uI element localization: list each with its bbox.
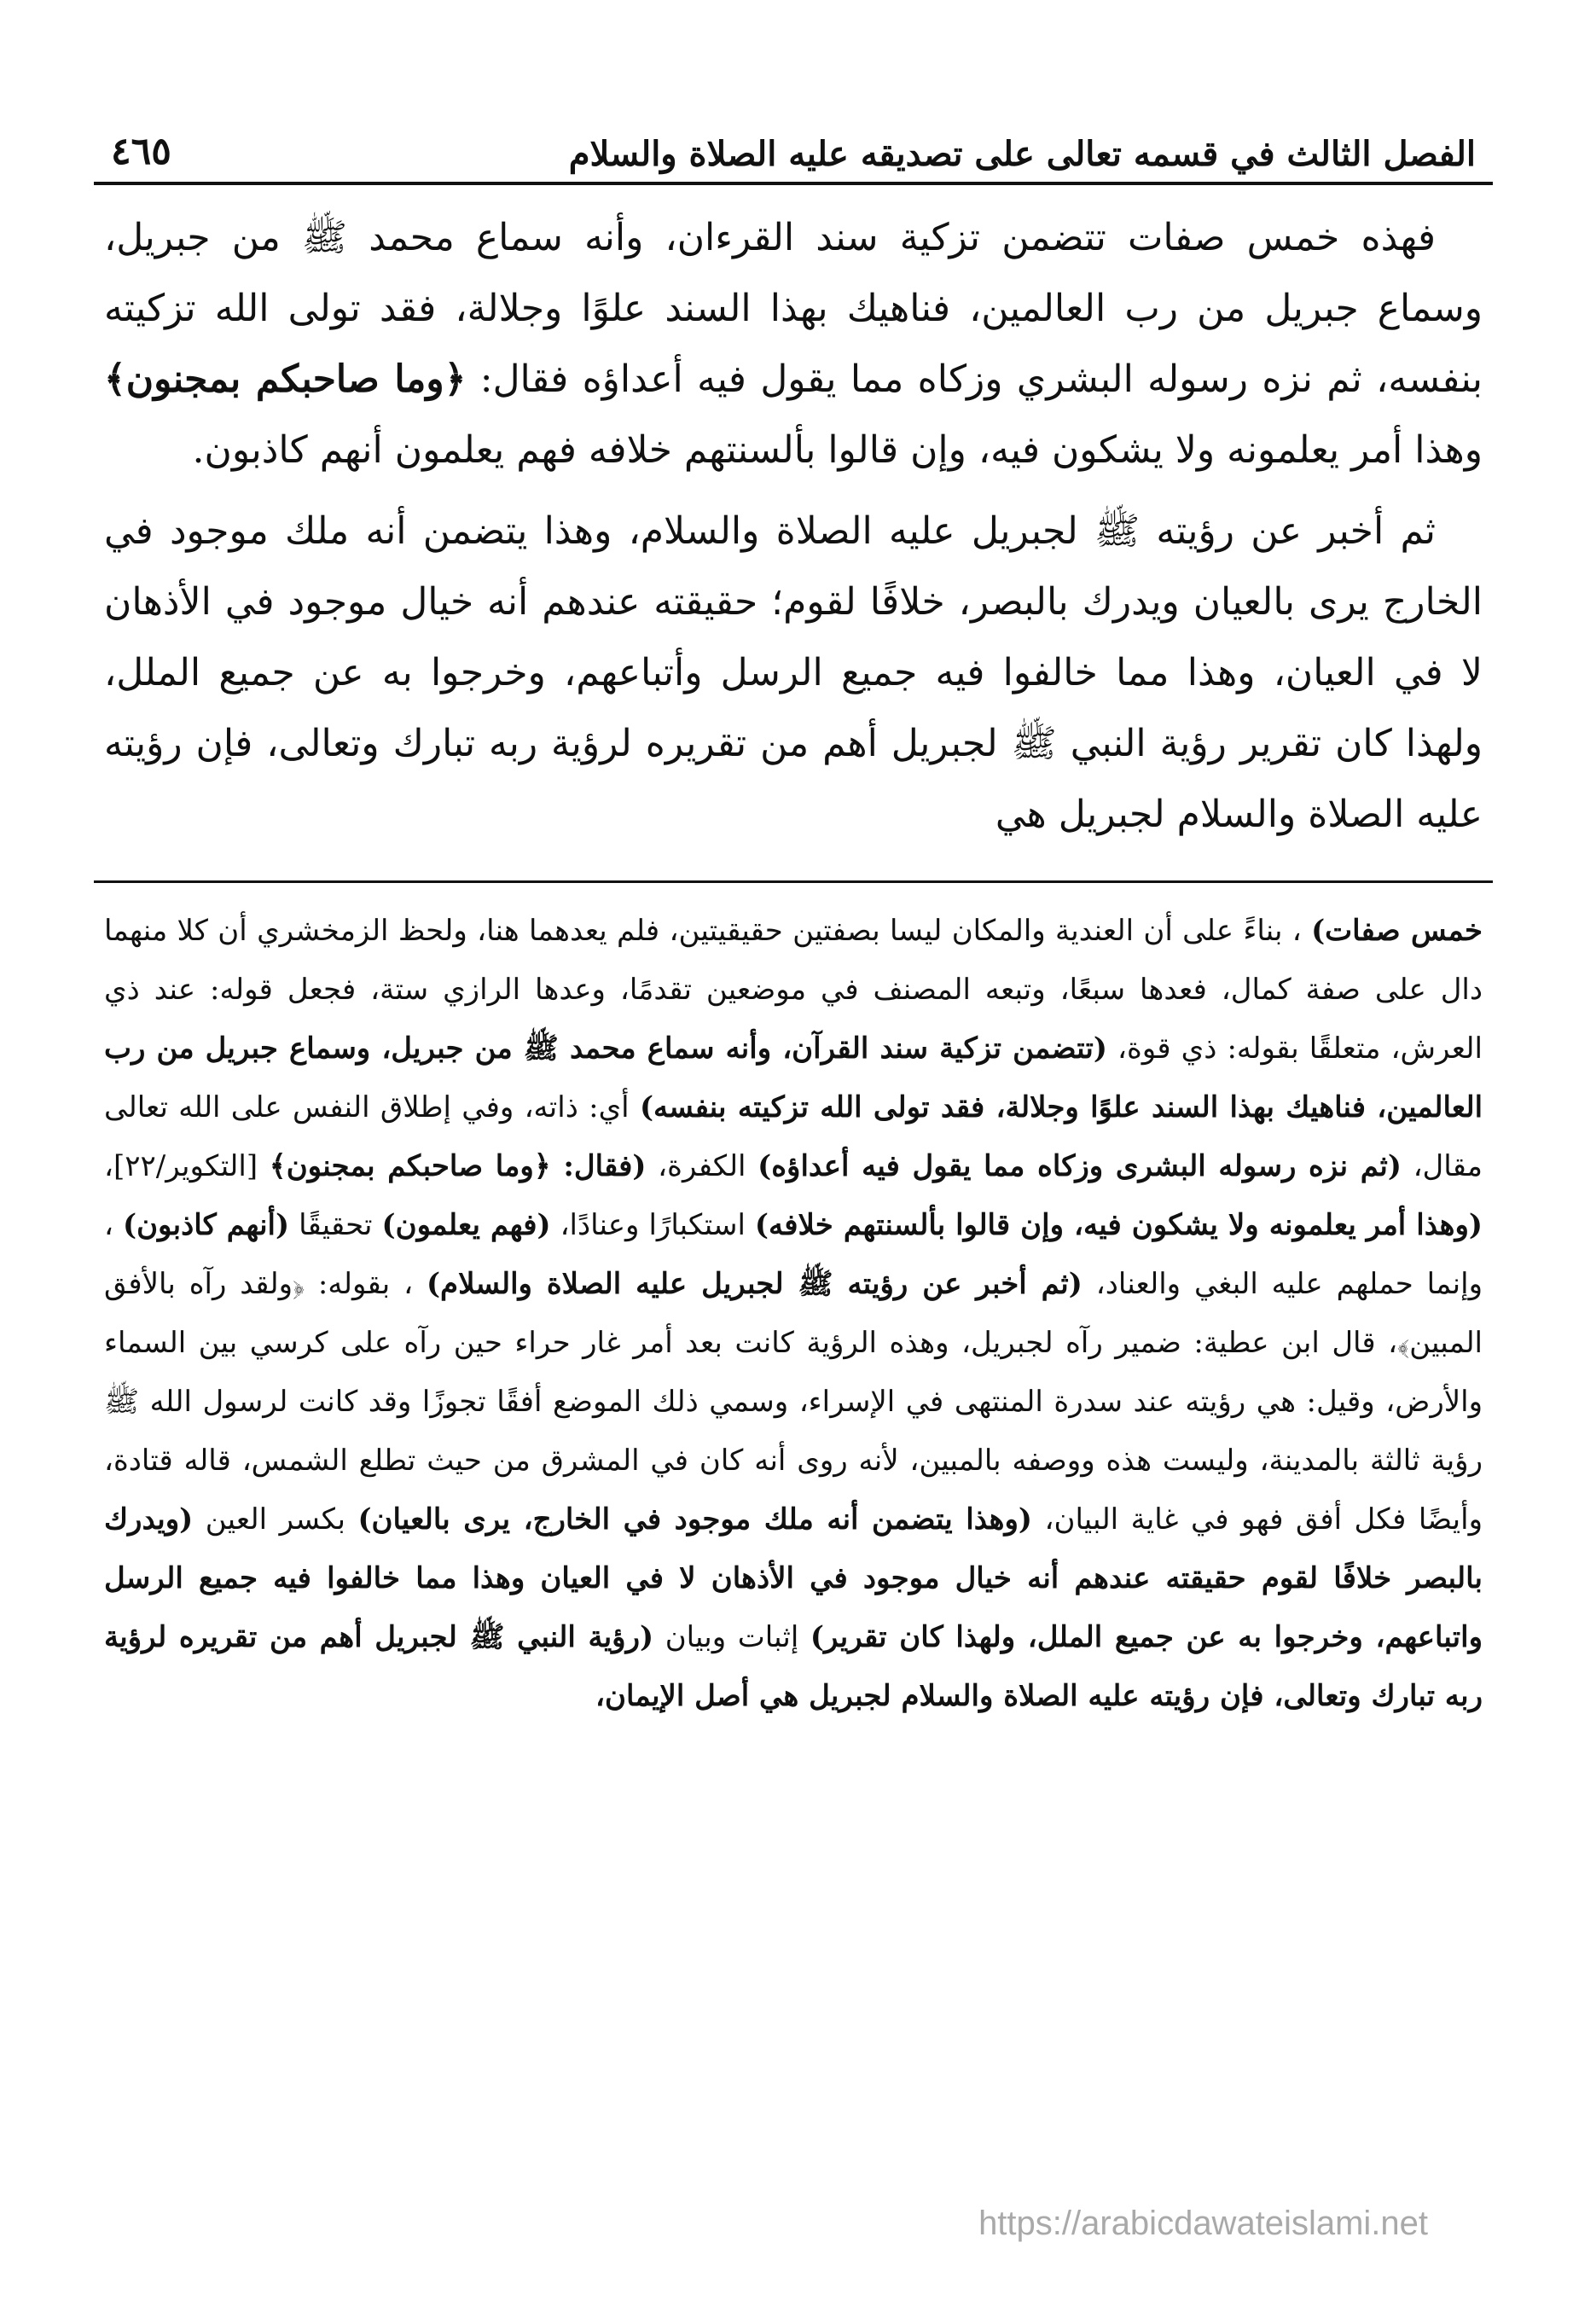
commentary-text: أي: ذاته، وفي إطلاق النفس على الله تعالى مقال، — [104, 1090, 1483, 1183]
commentary-quote: (أنهم كاذبون) — [122, 1208, 290, 1242]
commentary-text: ، بقوله: ﴿ولقد رآه بالأفق المبين﴾، قال ابن عطية: ضمير رآه لجبريل، وهذه الرؤية كانت بعد أمر غار حراء حين رآه على كرسي بين السماء والأرض، وقيل: هي رؤيته عند سدرة المنتهى في الإسراء، وسمي ذلك الموضع أفقًا تجوزًا وقد كانت لرسول الله ﷺ رؤية ثالثة بالمدينة، وليست هذه ووصفه بالمبين، لأنه روى أنه كان في المشرق من حيث تطلع الشمس، قاله قتادة، وأيضًا فكل أفق فهو في غاية البيان، — [104, 1267, 1483, 1537]
commentary-quote: (ثم نزه رسوله البشرى وزكاه مما يقول فيه أعداؤه) — [757, 1149, 1402, 1183]
commentary-quote: (وهذا أمر يعلمونه ولا يشكون فيه، وإن قالوا بألسنتهم خلافه) — [754, 1208, 1483, 1242]
quran-verse: ﴿وما صاحبكم بمجنون﴾ — [104, 357, 467, 401]
commentary-text: إثبات وبيان — [665, 1620, 799, 1654]
main-paragraph-2: ثم أخبر عن رؤيته ﷺ لجبريل عليه الصلاة والسلام، وهذا يتضمن أنه ملك موجود في الخارج يرى بالعيان ويدرك بالبصر، خلافًا لقوم؛ حقيقته عندهم أنه خيال موجود في الأذهان لا في العيان، وهذا مما خالفوا فيه جميع الرسل وأتباعهم، وخرجوا به عن جميع الملل، ولهذا كان تقرير رؤية النبي ﷺ لجبريل أهم من تقريره لرؤية ربه تبارك وتعالى، فإن رؤيته عليه الصلاة والسلام لجبريل هي — [104, 509, 1483, 836]
main-paragraph-1 — [104, 202, 1483, 485]
main-text — [94, 202, 1493, 850]
main-paragraph-1-part-1: فهذه خمس صفات تتضمن تزكية سند القرءان، وأنه سماع محمد ﷺ من جبريل، وسماع جبريل من رب العالمين، فناهيك بهذا السند علوًا وجلالة، فقد تولى الله تزكيته بنفسه، ثم نزه رسوله البشري وزكاه مما يقول فيه أعداؤه فقال: — [104, 216, 1483, 401]
commentary-text: استكبارًا وعنادًا، — [560, 1208, 746, 1242]
commentary-quote: (تتضمن تزكية سند القرآن، وأنه سماع محمد ﷺ من جبريل، وسماع جبريل من رب العالمين، فناهيك بهذا السند علوًا وجلالة، فقد تولى الله تزكيته بنفسه) — [104, 1031, 1483, 1124]
commentary-text: ، وإنما حملهم عليه البغي والعناد، — [104, 1208, 1483, 1301]
document-page — [94, 107, 1493, 2291]
commentary-footnotes — [94, 902, 1493, 1726]
commentary-quote: (ويدرك بالبصر خلافًا لقوم حقيقته عندهم أنه خيال موجود في الأذهان لا في العيان وهذا مما خالفوا فيه جميع الرسل واتباعهم، وخرجوا به عن جميع الملل، ولهذا كان تقرير) — [104, 1502, 1483, 1654]
commentary-quote: (فهم يعلمون) — [381, 1208, 551, 1242]
running-title: الفصل الثالث في قسمه تعالى على تصديقه عليه الصلاة والسلام — [568, 134, 1476, 174]
commentary-quote: (ثم أخبر عن رؤيته ﷺ لجبريل عليه الصلاة والسلام) — [426, 1267, 1083, 1301]
main-paragraph-1-part-2: وهذا أمر يعلمونه ولا يشكون فيه، وإن قالوا بألسنتهم خلافه فهم يعلمون أنهم كاذبون. — [192, 428, 1483, 472]
commentary-quote: (فقال: ﴿وما صاحبكم بمجنون﴾ — [269, 1149, 647, 1183]
commentary-text: [التكوير/٢٢]، — [104, 1149, 258, 1183]
page-number: ٤٦٥ — [111, 130, 171, 174]
commentary-text: بكسر العين — [205, 1502, 345, 1537]
commentary-text: ، بناءً على أن العندية والمكان ليسا بصفتين حقيقيتين، فلم يعدهما هنا، ولحظ الزمخشري أن كلا منهما دال على صفة كمال، فعدها سبعًا، وتبعه المصنف في موضعين تقدمًا، وعدها الرازي ستة، فجعل قوله: عند ذي العرش، متعلقًا بقوله: ذي قوة، — [104, 914, 1483, 1066]
page-header — [94, 107, 1493, 185]
commentary-quote: (رؤية النبي ﷺ لجبريل أهم من تقريره لرؤية ربه تبارك وتعالى، فإن رؤيته عليه الصلاة والسلام لجبريل هي أصل الإيمان، — [104, 1620, 1483, 1713]
footnote-divider — [94, 880, 1493, 883]
commentary-text: تحقيقًا — [299, 1208, 373, 1242]
commentary-quote: (وهذا يتضمن أنه ملك موجود في الخارج، يرى بالعيان) — [357, 1502, 1032, 1537]
watermark-url: https://arabicdawateislami.net — [978, 2205, 1428, 2242]
commentary-text: الكفرة، — [658, 1149, 746, 1183]
commentary-paragraph — [104, 902, 1483, 1726]
commentary-quote: خمس صفات) — [1311, 914, 1483, 948]
